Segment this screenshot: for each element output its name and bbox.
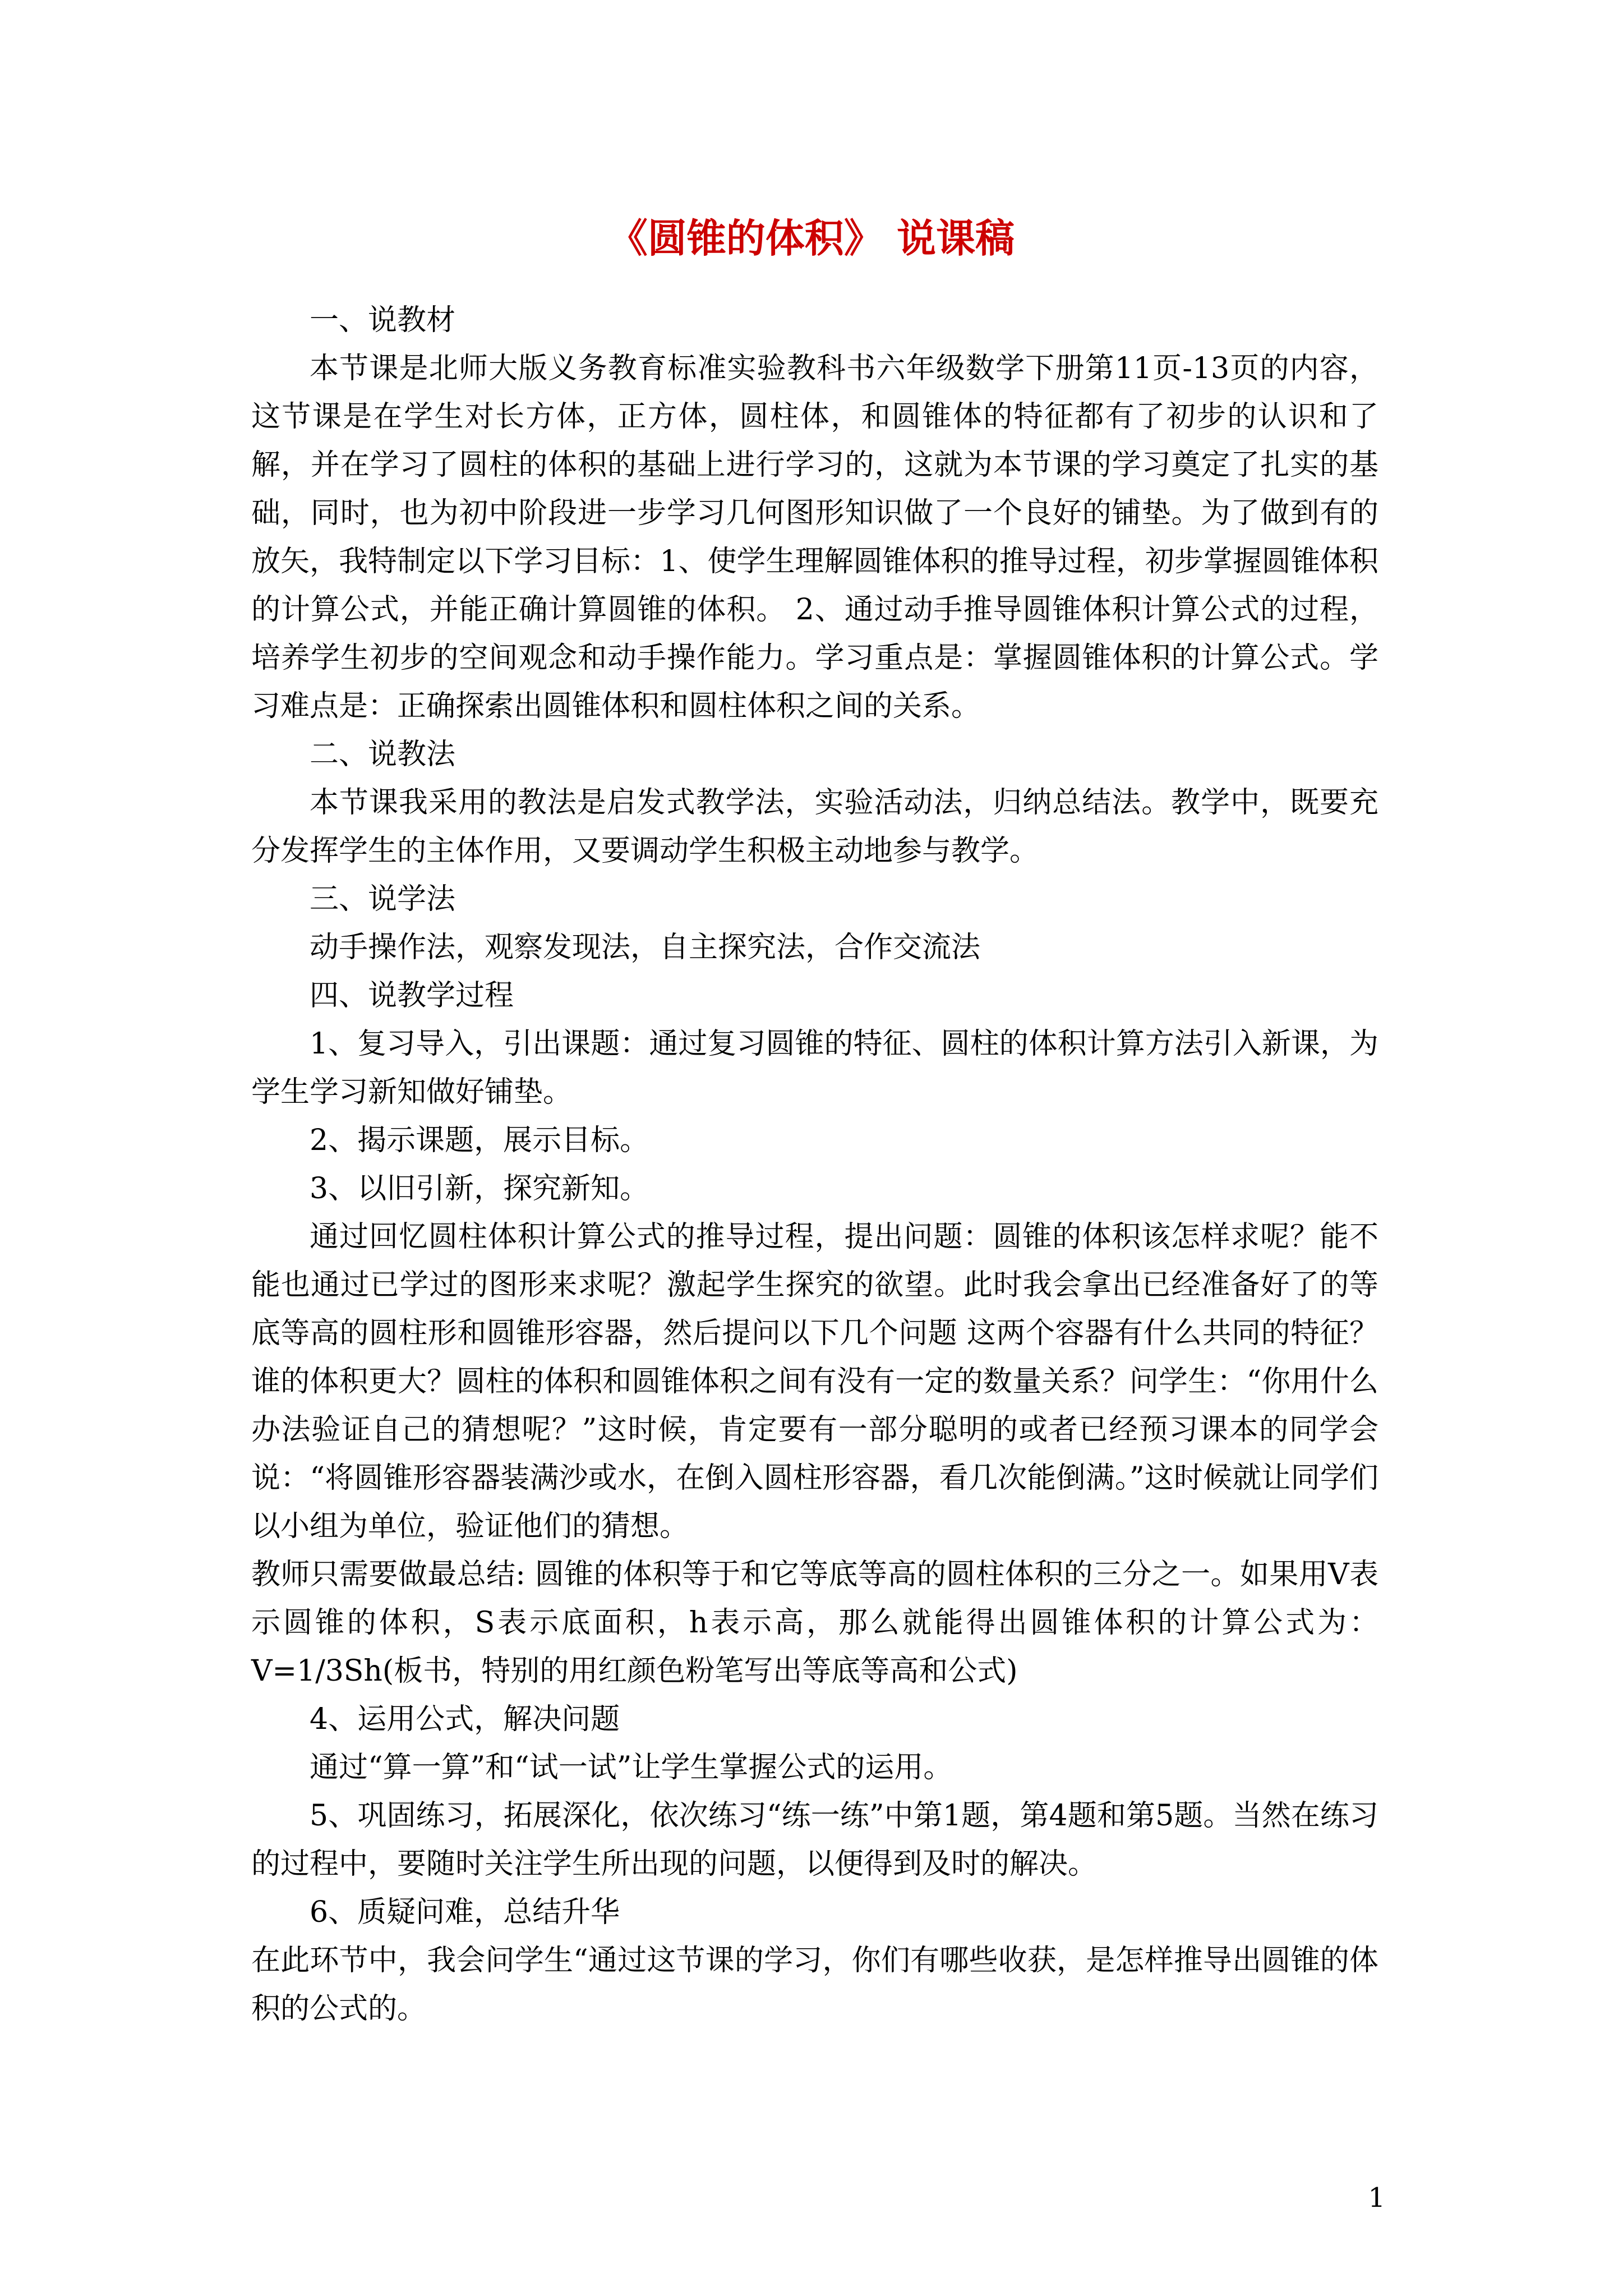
paragraph-learning-method: 动手操作法，观察发现法，自主探究法，合作交流法 <box>310 931 981 964</box>
paragraph-textbook: 本节课是北师大版义务教育标准实验教科书六年级数学下册第11页-13页的内容，这节课是在学生对长方体，正方体，圆柱体，和圆锥体的特征都有了初步的认识和了解，并在学习了圆柱的体积的基础上进行学习的，这就为本节课的学习奠定了扎实的基础，同时，也为初中阶段进一步学习几何图形知识做了一个良好的铺垫。为了做到有的放矢，我特制定以下学习目标：1、使学生理解圆锥体积的推导过程，初步掌握圆锥体积的计算公式，并能正确计算圆锥的体积。 2、通过动手推导圆锥体积计算公式的过程，培养学生初步的空间观念和动手操作能力。学习重点是：掌握圆锥体积的计算公式。学习难点是：正确探索出圆锥体积和圆柱体积之间的关系。 <box>251 352 1378 723</box>
page-number: 1 <box>1368 2182 1385 2214</box>
section-heading-teaching-method: 二、说教法 <box>310 738 456 771</box>
paragraph-apply-formula: 通过“算一算”和“试一试”让学生掌握公式的运用。 <box>310 1751 953 1784</box>
section-heading-textbook: 一、说教材 <box>310 303 456 337</box>
process-step-4: 4、运用公式，解决问题 <box>310 1703 620 1736</box>
document-body <box>251 296 1378 2033</box>
paragraph-reflection: 在此环节中，我会问学生“通过这节课的学习，你们有哪些收获，是怎样推导出圆锥的体积的公式的。 <box>251 1944 1378 2026</box>
paragraph-exploration: 通过回忆圆柱体积计算公式的推导过程，提出问题：圆锥的体积该怎样求呢？能不能也通过已学过的图形来求呢？激起学生探究的欲望。此时我会拿出已经准备好了的等底等高的圆柱形和圆锥形容器，然后提问以下几个问题 这两个容器有什么共同的特征？谁的体积更大？圆柱的体积和圆锥体积之间有没有一定的数量关系？问学生：“你用什么办法验证自己的猜想呢？”这时候，肯定要有一部分聪明的或者已经预习课本的同学会说：“将圆锥形容器装满沙或水，在倒入圆柱形容器，看几次能倒满。”这时候就让同学们以小组为单位，验证他们的猜想。 <box>251 1220 1378 1543</box>
process-step-2: 2、揭示课题，展示目标。 <box>310 1124 649 1157</box>
section-heading-teaching-process: 四、说教学过程 <box>310 979 514 1013</box>
process-step-3: 3、以旧引新，探究新知。 <box>310 1172 649 1205</box>
process-step-5: 5、巩固练习，拓展深化，依次练习“练一练”中第1题，第4题和第5题。当然在练习的过程中，要随时关注学生所出现的问题，以便得到及时的解决。 <box>251 1799 1378 1881</box>
section-heading-learning-method: 三、说学法 <box>310 882 456 916</box>
process-step-6: 6、质疑问难，总结升华 <box>310 1895 620 1929</box>
paragraph-teaching-method: 本节课我采用的教法是启发式教学法，实验活动法，归纳总结法。教学中，既要充分发挥学生的主体作用，又要调动学生积极主动地参与教学。 <box>251 786 1378 868</box>
paragraph-teacher-summary: 教师只需要做最总结: 圆锥的体积等于和它等底等高的圆柱体积的三分之一。如果用V表示圆锥的体积，S表示底面积，h表示高，那么就能得出圆锥体积的计算公式为：V=1/3Sh(板书，特别的用红颜色粉笔写出等底等高和公式) <box>251 1558 1378 1688</box>
process-step-1: 1、复习导入，引出课题：通过复习圆锥的特征、圆柱的体积计算方法引入新课，为学生学习新知做好铺垫。 <box>251 1027 1378 1109</box>
document-title: 《圆锥的体积》 说课稿 <box>608 215 1015 261</box>
